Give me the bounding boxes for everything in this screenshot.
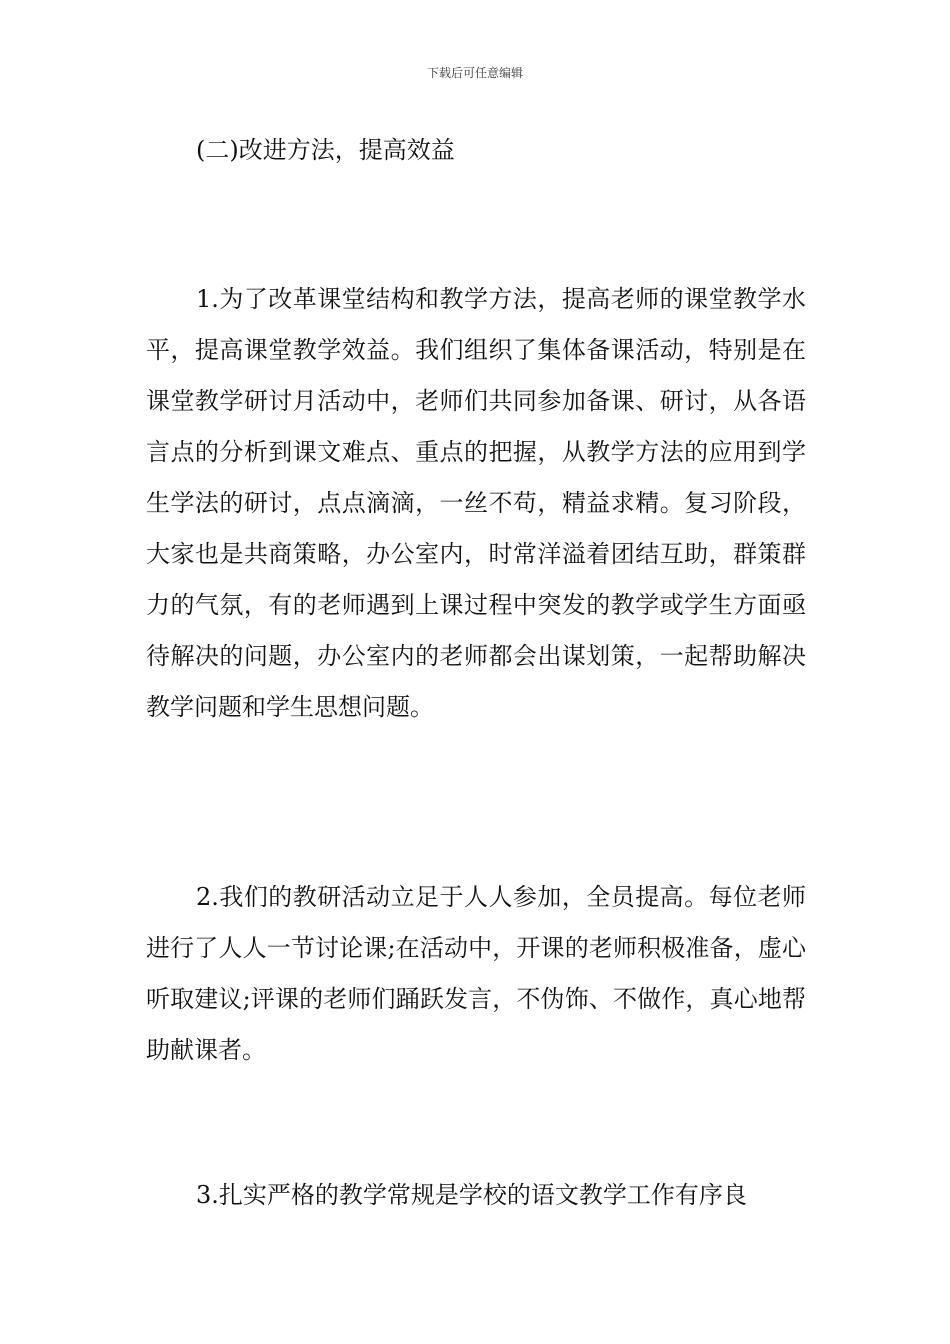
section-heading: (二)改进方法，提高效益 (196, 136, 455, 164)
paragraph-1: 1.为了改革课堂结构和教学方法，提高老师的课堂教学水平，提高课堂教学效益。我们组织了集体备课活动，特别是在课堂教学研讨月活动中，老师们共同参加备课、研讨，从各语言点的分析到课文难点、重点的把握，从教学方法的应用到学生学法的研讨，点点滴滴，一丝不苟，精益求精。复习阶段，大家也是共商策略，办公室内，时常洋溢着团结互助，群策群力的气氛，有的老师遇到上课过程中突发的教学或学生方面亟待解决的问题，办公室内的老师都会出谋划策，一起帮助解决教学问题和学生思想问题。 (146, 285, 806, 721)
paragraph-3: 3.扎实严格的教学常规是学校的语文教学工作有序良 (196, 1181, 747, 1209)
paragraph-2: 2.我们的教研活动立足于人人参加，全员提高。每位老师进行了人人一节讨论课;在活动中，开课的老师积极准备，虚心听取建议;评课的老师们踊跃发言，不伪饰、不做作，真心地帮助献课者。 (146, 883, 806, 1064)
header-note: 下载后可任意编辑 (426, 66, 523, 80)
